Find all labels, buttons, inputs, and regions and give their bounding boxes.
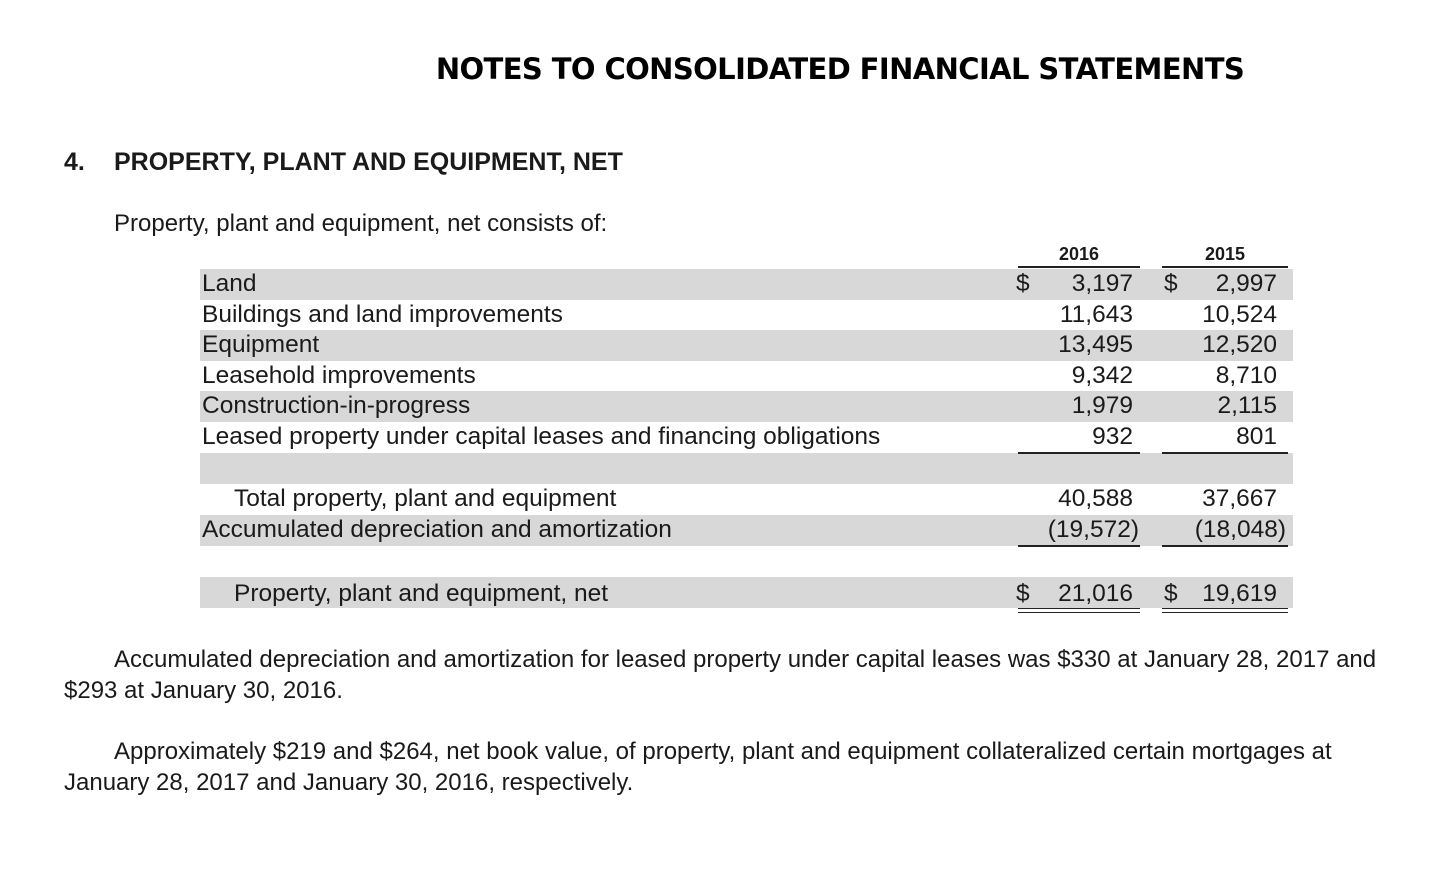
value-2015: 2,997: [1215, 270, 1277, 297]
note-number: 4.: [64, 148, 85, 176]
net-2016: 21,016: [1058, 580, 1133, 607]
total-2015: 37,667: [1202, 485, 1277, 512]
value-2015: 2,115: [1217, 392, 1277, 419]
accumulated-2016: (19,572): [1047, 516, 1139, 543]
accumulated-underline: [1018, 545, 1140, 547]
header-underline: [1162, 266, 1288, 268]
subtotal-underline: [1018, 452, 1140, 454]
paragraph-collateral: Approximately $219 and $264, net book value, of property, plant and equipment collateralized certain mortgages at January 28, 2017 and January 30, 2016, respectively.: [64, 738, 1332, 796]
row-label: Equipment: [202, 331, 320, 358]
currency-symbol: $: [1164, 270, 1178, 297]
value-2016: 3,197: [1071, 270, 1133, 297]
paragraph-accumulated-depreciation: Accumulated depreciation and amortization for leased property under capital leases was $330 at January 28, 2017 and $293 at January 30, 2016.: [64, 646, 1377, 704]
accumulated-label: Accumulated depreciation and amortization: [202, 516, 672, 543]
row-label: Leasehold improvements: [202, 362, 476, 389]
total-2016: 40,588: [1058, 485, 1133, 512]
net-double-underline: [1162, 608, 1288, 609]
spacer-band: [200, 453, 1293, 484]
currency-symbol: $: [1164, 580, 1178, 607]
value-2016: 9,342: [1071, 362, 1133, 389]
value-2015: 8,710: [1215, 362, 1277, 389]
net-label: Property, plant and equipment, net: [234, 580, 609, 607]
accumulated-underline: [1162, 545, 1288, 547]
accumulated-2015: (18,048): [1194, 516, 1286, 543]
column-header-2015: 2015: [1204, 244, 1246, 264]
row-label: Land: [202, 270, 257, 297]
row-label: Buildings and land improvements: [202, 301, 563, 328]
total-label: Total property, plant and equipment: [234, 485, 617, 512]
note-title: PROPERTY, PLANT AND EQUIPMENT, NET: [114, 148, 623, 176]
row-label: Construction-in-progress: [202, 392, 471, 419]
net-double-underline: [1018, 608, 1140, 609]
row-label: Leased property under capital leases and financing obligations: [202, 423, 881, 450]
value-2015: 801: [1236, 423, 1277, 450]
net-2015: 19,619: [1202, 580, 1277, 607]
page-title: NOTES TO CONSOLIDATED FINANCIAL STATEMENTS: [435, 52, 1245, 86]
value-2016: 1,979: [1071, 392, 1133, 419]
value-2016: 11,643: [1059, 301, 1133, 328]
value-2015: 12,520: [1202, 331, 1277, 358]
value-2016: 932: [1092, 423, 1133, 450]
value-2016: 13,495: [1058, 331, 1133, 358]
currency-symbol: $: [1016, 270, 1030, 297]
column-header-2016: 2016: [1058, 244, 1100, 264]
header-underline: [1018, 266, 1140, 268]
intro-text: Property, plant and equipment, net consists of:: [114, 210, 608, 237]
currency-symbol: $: [1016, 580, 1030, 607]
value-2015: 10,524: [1202, 301, 1277, 328]
subtotal-underline: [1162, 452, 1288, 454]
